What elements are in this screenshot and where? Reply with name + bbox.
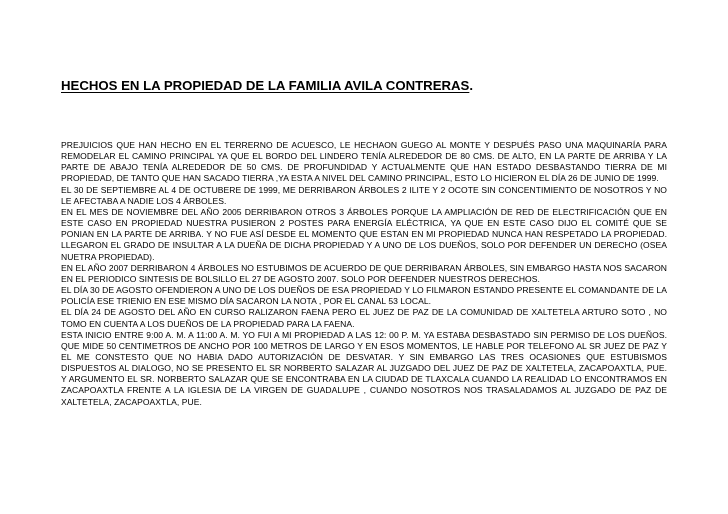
paragraph-acuesco-damage: PREJUICIOS QUE HAN HECHO EN EL TERRERNO DE ACUESCO, LE HECHAON GUEGO AL MONTE Y DESPUÉS PASO UNA MAQUINARÍA PARA REMODELAR EL CAMINO PRINCIPAL YA QUE EL BORDO DEL LINDERO TENÍA ALREDEDOR DE 80 CMS. DE ALTO, EN LA PARTE DE ARRIBA Y LA PARTE DE ABAJO TENÍA ALREDEDOR DE 50 CMS. DE PROFUNDIDAD Y ACTUALMENTE QUE HAN ESTADO DESBASTANDO TIERRA DE MI PROPIEDAD, DE TANTO QUE HAN SACADO TIERRA ,YA ESTA A NIVEL DEL CAMINO PRINCIPAL, ESTO LO HICIERON EL DÍA 26 DE JUNIO DE 1999. — [61, 140, 667, 184]
paragraph-september-1999-trees: EL 30 DE SEPTIEMBRE AL 4 DE OCTUBERE DE 1999, ME DERRIBARON ÁRBOLES 2 ILITE Y 2 OCOTE SIN CONCENTIMIENTO DE NOSOTROS Y NO LE AFECTABA A NADIE LOS 4 ÁRBOLES. — [61, 184, 667, 206]
paragraph-august-24-faena: EL DÍA 24 DE AGOSTO DEL AÑO EN CURSO RALIZARON FAENA PERO EL JUEZ DE PAZ DE LA COMUNIDAD DE XALTETELA ARTURO SOTO , NO TOMO EN CUENTA A LOS DUEÑOS DE LA PROPIEDAD PARA LA FAENA. — [61, 307, 667, 329]
document-title-text: HECHOS EN LA PROPIEDAD DE LA FAMILIA AVILA CONTRERAS — [61, 78, 470, 93]
paragraph-august-30-filming: EL DÍA 30 DE AGOSTO OFENDIERON A UNO DE LOS DUEÑOS DE ESA PROPIEDAD Y LO FILMARON ESTANDO PRESENTE EL COMANDANTE DE LA POLICÍA ESE TRIENIO EN ESE MISMO DÍA SACARON LA NOTA , POR EL CANAL 53 LOCAL. — [61, 285, 667, 307]
document-page — [61, 78, 667, 408]
paragraph-2007-trees: EN EL AÑO 2007 DERRIBARON 4 ÁRBOLES NO ESTUBIMOS DE ACUERDO DE QUE DERRIBARAN ÁRBOLES, SIN EMBARGO HASTA NOS SACARON EN EL PERIODICO SINTESIS DE BOLSILLO EL 27 DE AGOSTO 2007. SOLO POR DEFENDER NUESTROS DERECHOS. — [61, 262, 667, 284]
paragraph-judge-of-peace: ESTA INICIO ENTRE 9:00 A. M. A 11:00 A. M. YO FUI A MI PROPIEDAD A LAS 12: 00 P. M. YA ESTABA DESBASTADO SIN PERMISO DE LOS DUEÑOS. QUE MIDE 50 CENTIMETROS DE ANCHO POR 100 METROS DE LARGO Y EN ESOS MOMENTOS, LE HABLE POR TELEFONO AL SR JUEZ DE PAZ Y EL ME CONSTESTO QUE NO HABIA DADO AUTORIZACIÓN DE DESVATAR. Y SIN EMBARGO LAS TRES OCASIONES QUE ESTUBISMOS DISPUESTOS AL DIALOGO, NO SE PRESENTO EL SR NORBERTO SALAZAR AL JUZGADO DEL JUEZ DE PAZ DE XALTETELA, ZACAPOAXTLA, PUE. Y ARGUMENTO EL SR. NORBERTO SALAZAR QUE SE ENCONTRABA EN LA CIUDAD DE TLAXCALA CUANDO LA REALIDAD LO ENCONTRAMOS EN ZACAPOAXTLA FRENTE A LA IGLESIA DE LA VIRGEN DE GUADALUPE , CUANDO NOSOTROS NOS TRASALADAMOS AL JUZGADO DE PAZ DE XALTETELA, ZACAPOAXTLA, PUE. — [61, 329, 667, 407]
document-title — [61, 78, 667, 94]
document-body — [61, 140, 667, 408]
document-title-period: . — [469, 78, 474, 93]
paragraph-november-2005-electrification: EN EL MES DE NOVIEMBRE DEL AÑO 2005 DERRIBARON OTROS 3 ÁRBOLES PORQUE LA AMPLIACIÓN DE RED DE ELECTRIFICACIÓN QUE EN ESTE CASO EN PROPIEDAD NUESTRA PUSIERON 2 POSTES PARA ENERGÍA ELÉCTRICA, YA QUE EN ESTE CASO DIJO EL COMITÉ QUE SE PONIAN EN LA PARTE DE ARRIBA. Y NO FUE ASÍ DESDE EL MOMENTO QUE ESTAN EN MI PROPIEDAD NUNCA HAN RESPETADO LA PROPIEDAD. LLEGARON EL GRADO DE INSULTAR A LA DUEÑA DE DICHA PROPIEDAD Y A UNO DE LOS DUEÑOS, SOLO POR DEFENDER UN DERECHO (OSEA NUETRA PROPIEDAD). — [61, 206, 667, 262]
